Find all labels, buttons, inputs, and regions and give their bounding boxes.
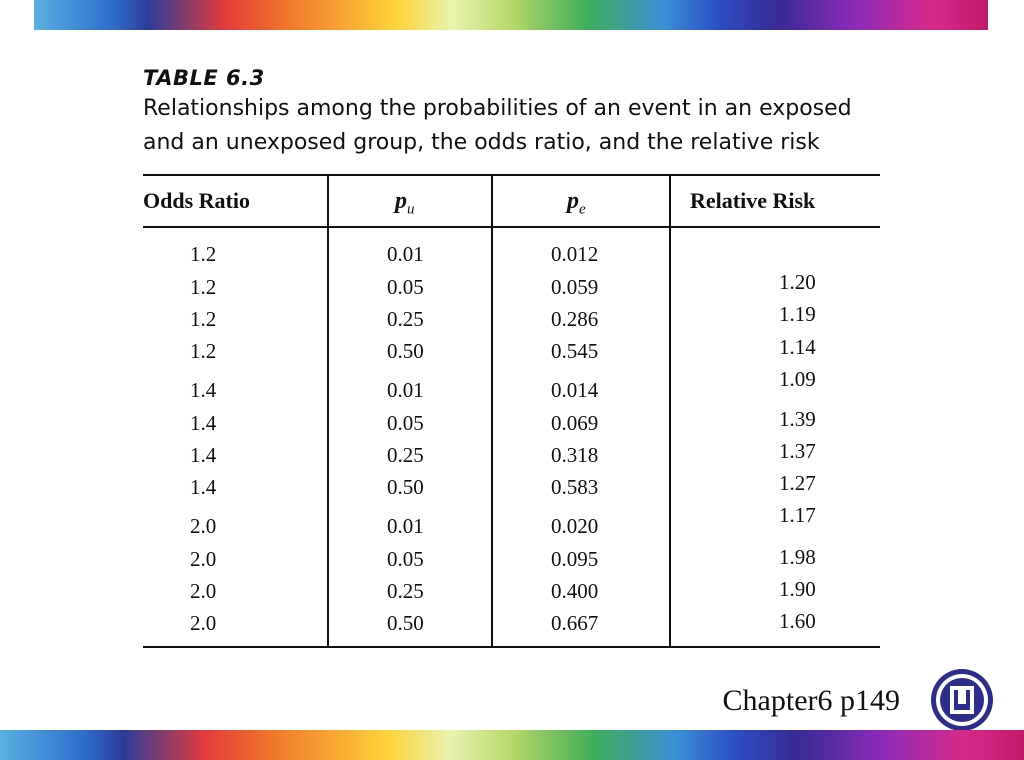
table-header-rule [143, 226, 880, 228]
relative-risk-cell: 1.14 [779, 335, 816, 359]
table-description: Relationships among the probabilities of an event in an exposed and an unexposed group, the odds ratio, and the relative risk [143, 96, 852, 155]
pe-cell: 0.286 [551, 307, 599, 331]
relative-risk-cell: 1.60 [779, 609, 816, 633]
pu-cell: 0.05 [387, 547, 424, 571]
pe-cell: 0.667 [551, 611, 599, 635]
odds-ratio-cell: 2.0 [190, 579, 217, 603]
odds-ratio-cell: 1.2 [190, 307, 217, 331]
pe-cell: 0.014 [551, 378, 599, 402]
column-divider [327, 174, 329, 648]
odds-ratio-cell: 1.4 [190, 443, 217, 467]
header-pu: $p_u$ [395, 188, 415, 218]
chapter-page-reference: Chapter6 p149 [722, 684, 900, 717]
relative-risk-cell: 1.90 [779, 577, 816, 601]
pu-cell: 0.01 [387, 242, 424, 266]
odds-ratio-cell: 2.0 [190, 514, 217, 538]
odds-ratio-cell: 2.0 [190, 611, 217, 635]
relative-risk-cell: 1.98 [779, 545, 816, 569]
odds-ratio-cell: 1.2 [190, 275, 217, 299]
pe-cell: 0.545 [551, 339, 599, 363]
table-caption [143, 66, 883, 160]
top-color-band [34, 0, 988, 30]
odds-ratio-cell: 1.4 [190, 475, 217, 499]
relative-risk-cell: 1.37 [779, 439, 816, 463]
pu-cell: 0.50 [387, 339, 424, 363]
table-top-rule [143, 174, 880, 176]
column-divider [669, 174, 671, 648]
pe-cell: 0.095 [551, 547, 599, 571]
pu-cell: 0.25 [387, 443, 424, 467]
relative-risk-cell: 1.20 [779, 270, 816, 294]
pe-cell: 0.583 [551, 475, 599, 499]
pu-cell: 0.01 [387, 514, 424, 538]
university-seal-icon [930, 668, 994, 732]
relative-risk-cell: 1.17 [779, 503, 816, 527]
pu-cell: 0.50 [387, 611, 424, 635]
header-relative-risk: Relative Risk [690, 188, 816, 213]
relative-risk-cell: 1.39 [779, 407, 816, 431]
odds-ratio-cell: 1.4 [190, 378, 217, 402]
pu-cell: 0.25 [387, 579, 424, 603]
pe-cell: 0.318 [551, 443, 599, 467]
pe-cell: 0.400 [551, 579, 599, 603]
pu-cell: 0.05 [387, 275, 424, 299]
pu-cell: 0.25 [387, 307, 424, 331]
pu-cell: 0.01 [387, 378, 424, 402]
relative-risk-cell: 1.27 [779, 471, 816, 495]
odds-ratio-cell: 1.4 [190, 411, 217, 435]
odds-ratio-cell: 2.0 [190, 547, 217, 571]
relative-risk-cell: 1.19 [779, 302, 816, 326]
pe-cell: 0.020 [551, 514, 599, 538]
pe-cell: 0.059 [551, 275, 599, 299]
bottom-color-band [0, 730, 1024, 760]
pu-cell: 0.50 [387, 475, 424, 499]
odds-ratio-cell: 1.2 [190, 242, 217, 266]
pu-cell: 0.05 [387, 411, 424, 435]
pe-cell: 0.012 [551, 242, 599, 266]
odds-ratio-cell: 1.2 [190, 339, 217, 363]
table-bottom-rule [143, 646, 880, 648]
header-pe: $p_e$ [567, 188, 586, 218]
relative-risk-cell: 1.09 [779, 367, 816, 391]
table-label: TABLE 6.3 [143, 66, 265, 90]
pe-cell: 0.069 [551, 411, 599, 435]
column-divider [491, 174, 493, 648]
header-odds-ratio: Odds Ratio [143, 188, 250, 213]
